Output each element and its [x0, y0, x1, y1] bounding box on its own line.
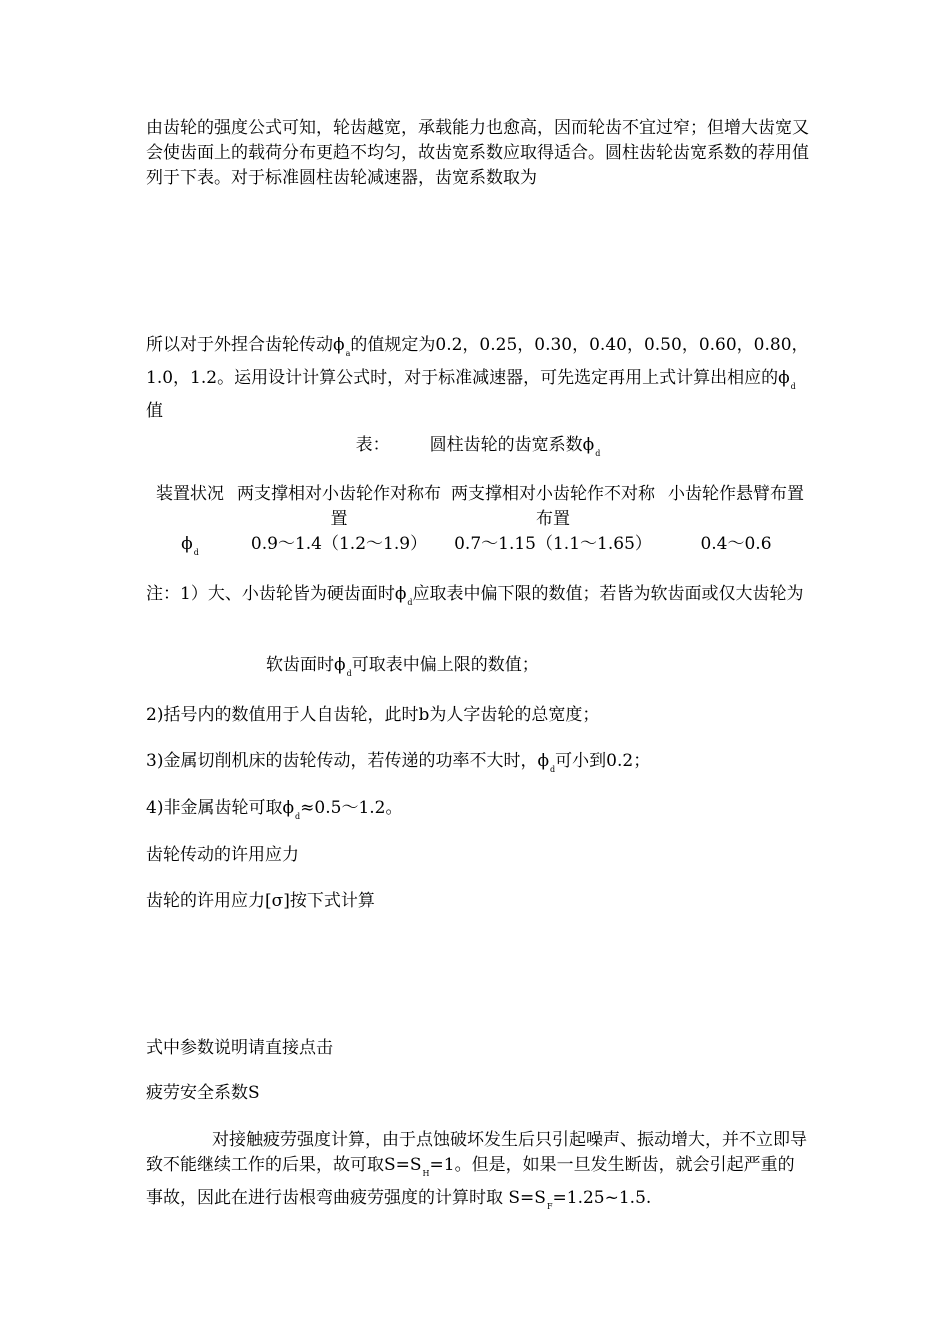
- text-segment: 应取表中偏下限的数值；若皆为软齿面或仅大齿轮为: [412, 584, 804, 604]
- caption-title: 圆柱齿轮的齿宽系数: [429, 435, 583, 455]
- table-header-cell: 小齿轮作悬臂布置: [668, 484, 804, 504]
- text-segment: 可小到0.2；: [555, 751, 651, 771]
- table-header-cell: 两支撑相对小齿轮作不对称布置: [451, 484, 655, 529]
- subscript-d: d: [790, 382, 796, 391]
- text-segment: 的值规定为0.2，0.25，0.30，0.40，0.50，0.60，0.80，1.0，1.2。运用设计计算公式时，对于标准减速器，可先选定再用上式计算出相应的: [146, 335, 809, 388]
- note-1-continued: [266, 653, 810, 686]
- phi-symbol: ϕ: [334, 655, 346, 675]
- text-segment: 所以对于外捏合齿轮传动: [146, 335, 333, 355]
- note-3: [146, 749, 810, 782]
- phi-symbol: ϕ: [394, 584, 407, 604]
- subscript-d: d: [295, 812, 301, 821]
- text-segment: 4)非金属齿轮可取: [146, 798, 283, 818]
- text-segment: 软齿面时: [266, 655, 334, 675]
- subscript-f: F: [546, 1202, 553, 1211]
- text-segment: ≈0.5～1.2。: [300, 798, 403, 818]
- section-heading-safety-factor: 疲劳安全系数S: [146, 1083, 260, 1103]
- face-width-table: [146, 482, 810, 565]
- phi-symbol: ϕ: [282, 798, 295, 818]
- note-2: 2)括号内的数值用于人自齿轮，此时b为人字齿轮的总宽度；: [146, 705, 600, 725]
- text-segment: =1.25~1.5.: [552, 1188, 652, 1208]
- subscript-d: d: [595, 449, 601, 458]
- table-row: [146, 532, 810, 565]
- text-segment: =1。但是，如果一旦发生断齿，就会引起严重的事故，因此在进行齿根弯曲疲劳强度的计算时取 S=S: [146, 1155, 795, 1208]
- note-1: [146, 582, 810, 615]
- table-row-label: [146, 532, 234, 565]
- table-header-cell: 两支撑相对小齿轮作对称布置: [237, 484, 441, 529]
- table-cell: 0.9～1.4（1.2～1.9）: [250, 534, 428, 554]
- subscript-d: d: [550, 765, 556, 774]
- phi-symbol: ϕ: [537, 751, 550, 771]
- table-header-row: [146, 482, 810, 532]
- table-header-cell: 装置状况: [156, 484, 224, 504]
- phi-symbol: ϕ: [181, 534, 193, 554]
- text-segment: 值: [146, 401, 163, 421]
- subscript-d: d: [346, 669, 352, 678]
- text-segment: 对接触疲劳强度计算，由于点蚀破坏发生后只引起噪声、振动增大，并不立即导致不能继续工作的后果，故可取S=S: [146, 1130, 807, 1175]
- allowable-stress-line: 齿轮的许用应力[σ]按下式计算: [146, 891, 375, 911]
- phi-symbol: ϕ: [333, 335, 345, 355]
- phi-symbol: ϕ: [778, 368, 790, 388]
- params-note-line: 式中参数说明请直接点击: [146, 1038, 333, 1058]
- text-segment: 注：1）大、小齿轮皆为硬齿面时: [146, 584, 395, 604]
- subscript-d: d: [193, 548, 199, 557]
- table-caption: [146, 433, 810, 466]
- table-cell: 0.7～1.15（1.1～1.65）: [454, 534, 652, 554]
- note-4: [146, 796, 810, 829]
- intro-paragraph: 由齿轮的强度公式可知，轮齿越宽，承载能力也愈高，因而轮齿不宜过窄；但增大齿宽又会使齿面上的载荷分布更趋不均匀，故齿宽系数应取得适合。圆柱齿轮齿宽系数的荐用值列于下表。对于标准圆柱齿轮减速器，齿宽系数取为: [146, 118, 809, 188]
- section-heading-allowable-stress: 齿轮传动的许用应力: [146, 845, 299, 865]
- subscript-h: H: [422, 1169, 430, 1178]
- text-segment: 3)金属切削机床的齿轮传动，若传递的功率不大时，: [146, 751, 538, 771]
- phi-values-paragraph: [146, 333, 810, 424]
- subscript-a: a: [345, 349, 351, 358]
- phi-symbol: ϕ: [582, 435, 595, 455]
- text-segment: 可取表中偏上限的数值；: [351, 655, 539, 675]
- subscript-d: d: [407, 598, 413, 607]
- table-cell: 0.4～0.6: [700, 534, 772, 554]
- safety-factor-paragraph: [146, 1128, 810, 1219]
- caption-prefix: 表：: [355, 435, 390, 455]
